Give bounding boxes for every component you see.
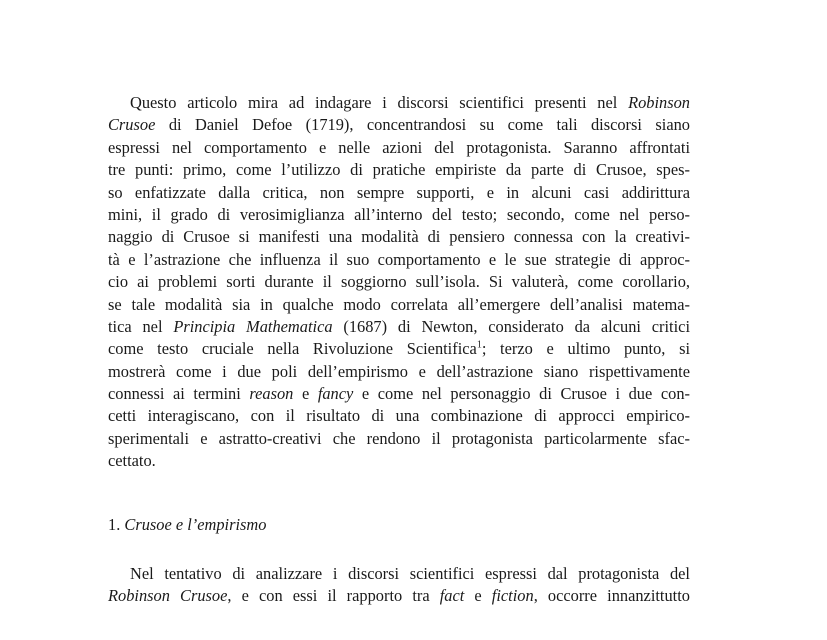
text-line xyxy=(108,159,690,181)
text-span: e xyxy=(293,384,318,404)
paragraph-section-1 xyxy=(108,563,690,608)
italic-text: fancy xyxy=(317,384,354,404)
paragraph-intro xyxy=(108,92,690,473)
text-span: naggio di Crusoe si manifesti una modalità di pensiero connessa con la creativi- xyxy=(108,227,690,247)
text-line xyxy=(108,182,690,204)
text-line xyxy=(108,294,690,316)
text-line xyxy=(108,563,690,585)
text-span: espressi nel comportamento e nelle azioni del protagonista. Saranno affrontati xyxy=(108,137,690,157)
text-span: tà e l’astrazione che influenza il suo comportamento e le sue strategie di approc- xyxy=(108,249,690,269)
text-line xyxy=(108,92,690,114)
text-span: come testo cruciale nella Rivoluzione Scientifica xyxy=(108,339,477,359)
section-number: 1. xyxy=(108,515,125,534)
text-span: se tale modalità sia in qualche modo correlata all’emergere dell’analisi matema- xyxy=(108,294,690,314)
text-span: cio ai problemi sorti durante il soggiorno sull’isola. Si valuterà, come corollario, xyxy=(108,272,690,292)
text-line xyxy=(108,405,690,427)
text-line xyxy=(108,271,690,293)
text-line xyxy=(108,428,690,450)
text-span: cetti interagiscano, con il risultato di una combinazione di approcci empirico- xyxy=(108,406,690,426)
text-line xyxy=(108,361,690,383)
text-line xyxy=(108,226,690,248)
text-line xyxy=(108,383,690,405)
text-span: tre punti: primo, come l’utilizzo di pratiche empiriste da parte di Crusoe, spes- xyxy=(108,160,690,180)
text-span: di Daniel Defoe (1719), concentrandosi su come tali discorsi siano xyxy=(155,115,690,135)
italic-text: Crusoe xyxy=(108,115,156,135)
text-span: (1687) di Newton, considerato da alcuni critici xyxy=(332,316,690,336)
text-line xyxy=(108,316,690,338)
italic-text: reason xyxy=(249,384,294,404)
text-line xyxy=(108,137,690,159)
section-title: Crusoe e l’empirismo xyxy=(124,515,267,534)
text-span: , e con essi il rapporto tra xyxy=(227,586,440,606)
text-line xyxy=(108,450,690,472)
italic-text: Robinson Crusoe xyxy=(108,586,228,606)
text-span: mini, il grado di verosimiglianza all’interno del testo; secondo, come nel perso- xyxy=(108,204,690,224)
text-line xyxy=(108,204,690,226)
text-span: so enfatizzate dalla critica, non sempre supporti, e in alcuni casi addirittura xyxy=(108,182,690,202)
footnote-marker: 1 xyxy=(476,339,482,351)
text-span: connessi ai termini xyxy=(108,384,250,404)
italic-text: Principia Mathematica xyxy=(173,316,333,336)
italic-text: Robinson xyxy=(628,93,690,112)
text-span: ; terzo e ultimo punto, si xyxy=(481,339,690,359)
text-span: , occorre innanzittutto xyxy=(533,586,690,606)
text-span: Questo articolo mira ad indagare i discorsi scientifici presenti nel xyxy=(130,93,629,112)
italic-text: fact xyxy=(439,586,465,606)
text-line xyxy=(108,114,690,136)
text-span: e xyxy=(464,586,492,606)
text-span: tica nel xyxy=(108,316,174,336)
text-span: cettato. xyxy=(108,451,156,471)
italic-text: fiction xyxy=(491,586,534,606)
text-line xyxy=(108,249,690,271)
text-span: Nel tentativo di analizzare i discorsi scientifici espressi dal protagonista del xyxy=(130,564,690,583)
text-span: mostrerà come i due poli dell’empirismo e dell’astrazione siano rispettivamente xyxy=(108,361,690,381)
text-span: sperimentali e astratto-creativi che rendono il protagonista particolarmente sfac- xyxy=(108,428,690,448)
section-heading xyxy=(108,514,266,536)
text-span: e come nel personaggio di Crusoe i due con- xyxy=(353,384,690,404)
text-line xyxy=(108,338,690,360)
text-line xyxy=(108,585,690,607)
